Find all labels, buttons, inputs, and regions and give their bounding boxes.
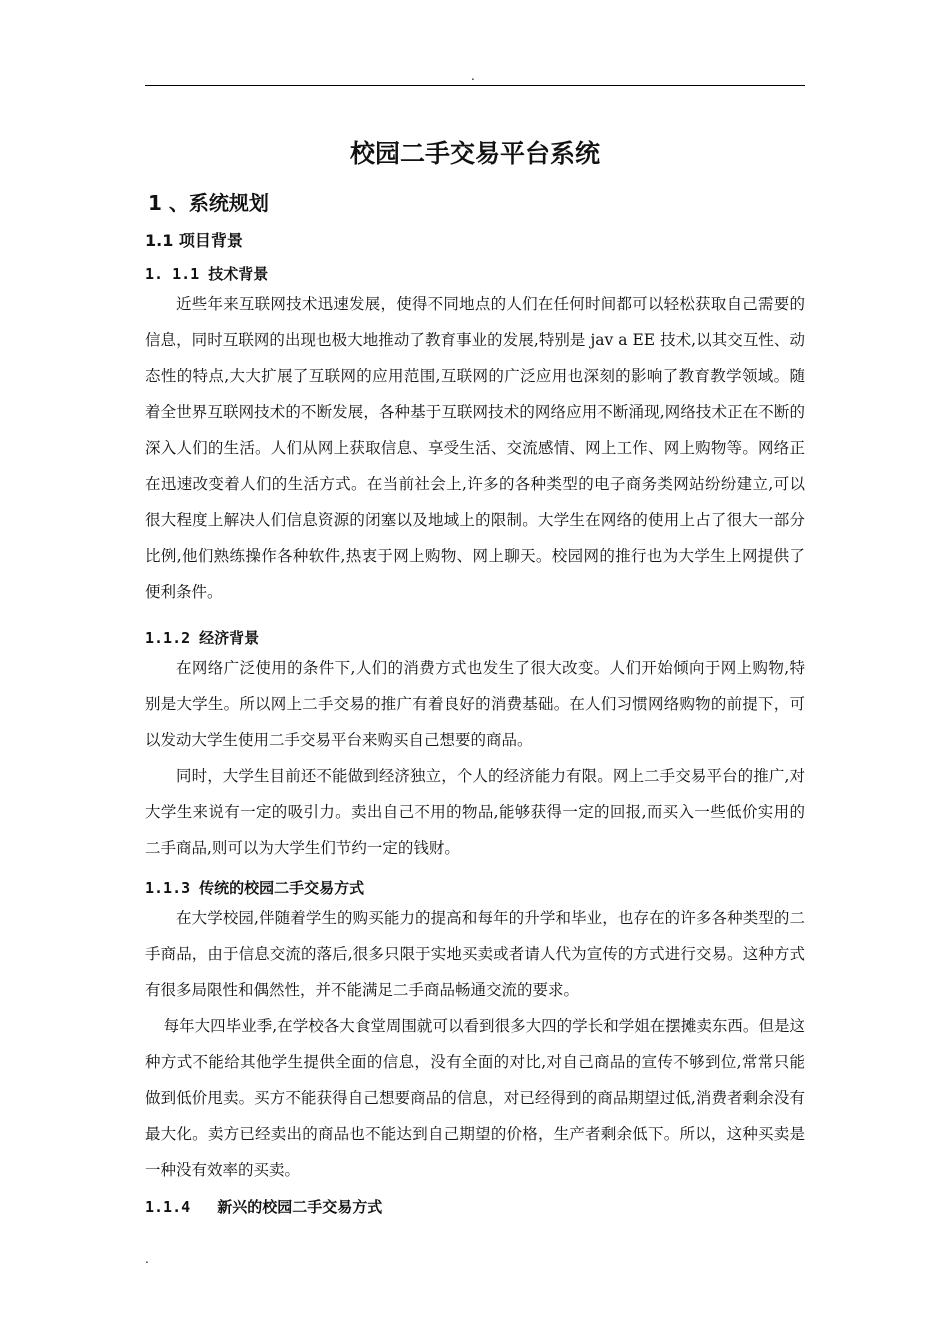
paragraph-traditional-2: 每年大四毕业季,在学校各大食堂周围就可以看到很多大四的学长和学姐在摆摊卖东西。但是这种方式不能给其他学生提供全面的信息，没有全面的对比,对自己商品的宣传不够到位,常常只能做到低价甩卖。买方不能获得自己想要商品的信息，对已经得到的商品期望过低,消费者剩余没有最大化。卖方已经卖出的商品也不能达到自己期望的价格，生产者剩余低下。所以，这种买卖是一种没有效率的买卖。 (145, 1017, 805, 1179)
section-heading-1-1: 1.1 项目背景 (145, 231, 243, 250)
subsection-heading-emerging: 1.1.4 新兴的校园二手交易方式 (145, 1198, 383, 1216)
header-dot: . (471, 69, 475, 83)
paragraph-economy-1: 在网络广泛使用的条件下,人们的消费方式也发生了很大改变。人们开始倾向于网上购物,特别是大学生。所以网上二手交易的推广有着良好的消费基础。在人们习惯网络购物的前提下，可以发动大学生使用二手交易平台来购买自己想要的商品。 (145, 659, 805, 749)
subsection-heading-tech: 1. 1.1 技术背景 (145, 265, 269, 283)
paragraph-traditional-1: 在大学校园,伴随着学生的购买能力的提高和每年的升学和毕业，也存在的许多各种类型的二手商品，由于信息交流的落后,很多只限于实地买卖或者请人代为宣传的方式进行交易。这种方式有很多局限性和偶然性，并不能满足二手商品畅通交流的要求。 (145, 909, 805, 999)
footer-dot: . (145, 1252, 149, 1266)
paragraph-economy-2: 同时，大学生目前还不能做到经济独立，个人的经济能力有限。网上二手交易平台的推广,对大学生来说有一定的吸引力。卖出自己不用的物品,能够获得一定的回报,而买入一些低价实用的二手商品,则可以为大学生们节约一定的钱财。 (145, 767, 805, 857)
section-heading-1: 1 、系统规划 (148, 191, 269, 215)
subsection-heading-economy: 1.1.2 经济背景 (145, 629, 260, 647)
header-rule (145, 85, 805, 86)
document-title: 校园二手交易平台系统 (349, 139, 600, 168)
subsection-heading-traditional: 1.1.3 传统的校园二手交易方式 (145, 879, 365, 897)
paragraph-tech-background: 近些年来互联网技术迅速发展，使得不同地点的人们在任何时间都可以轻松获取自己需要的信息，同时互联网的出现也极大地推动了教育事业的发展,特别是 jav a EE 技术,以其交互性、动态性的特点,大大扩展了互联网的应用范围,互联网的广泛应用也深刻的影响了教育教学领域。随着全世界互联网技术的不断发展，各种基于互联网技术的网络应用不断涌现,网络技术正在不断的深入人们的生活。人们从网上获取信息、享受生活、交流感情、网上工作、网上购物等。网络正在迅速改变着人们的生活方式。在当前社会上,许多的各种类型的电子商务类网站纷纷建立,可以很大程度上解决人们信息资源的闭塞以及地域上的限制。大学生在网络的使用上占了很大一部分比例,他们熟练操作各种软件,热衷于网上购物、网上聊天。校园网的推行也为大学生上网提供了便利条件。 (145, 295, 805, 601)
